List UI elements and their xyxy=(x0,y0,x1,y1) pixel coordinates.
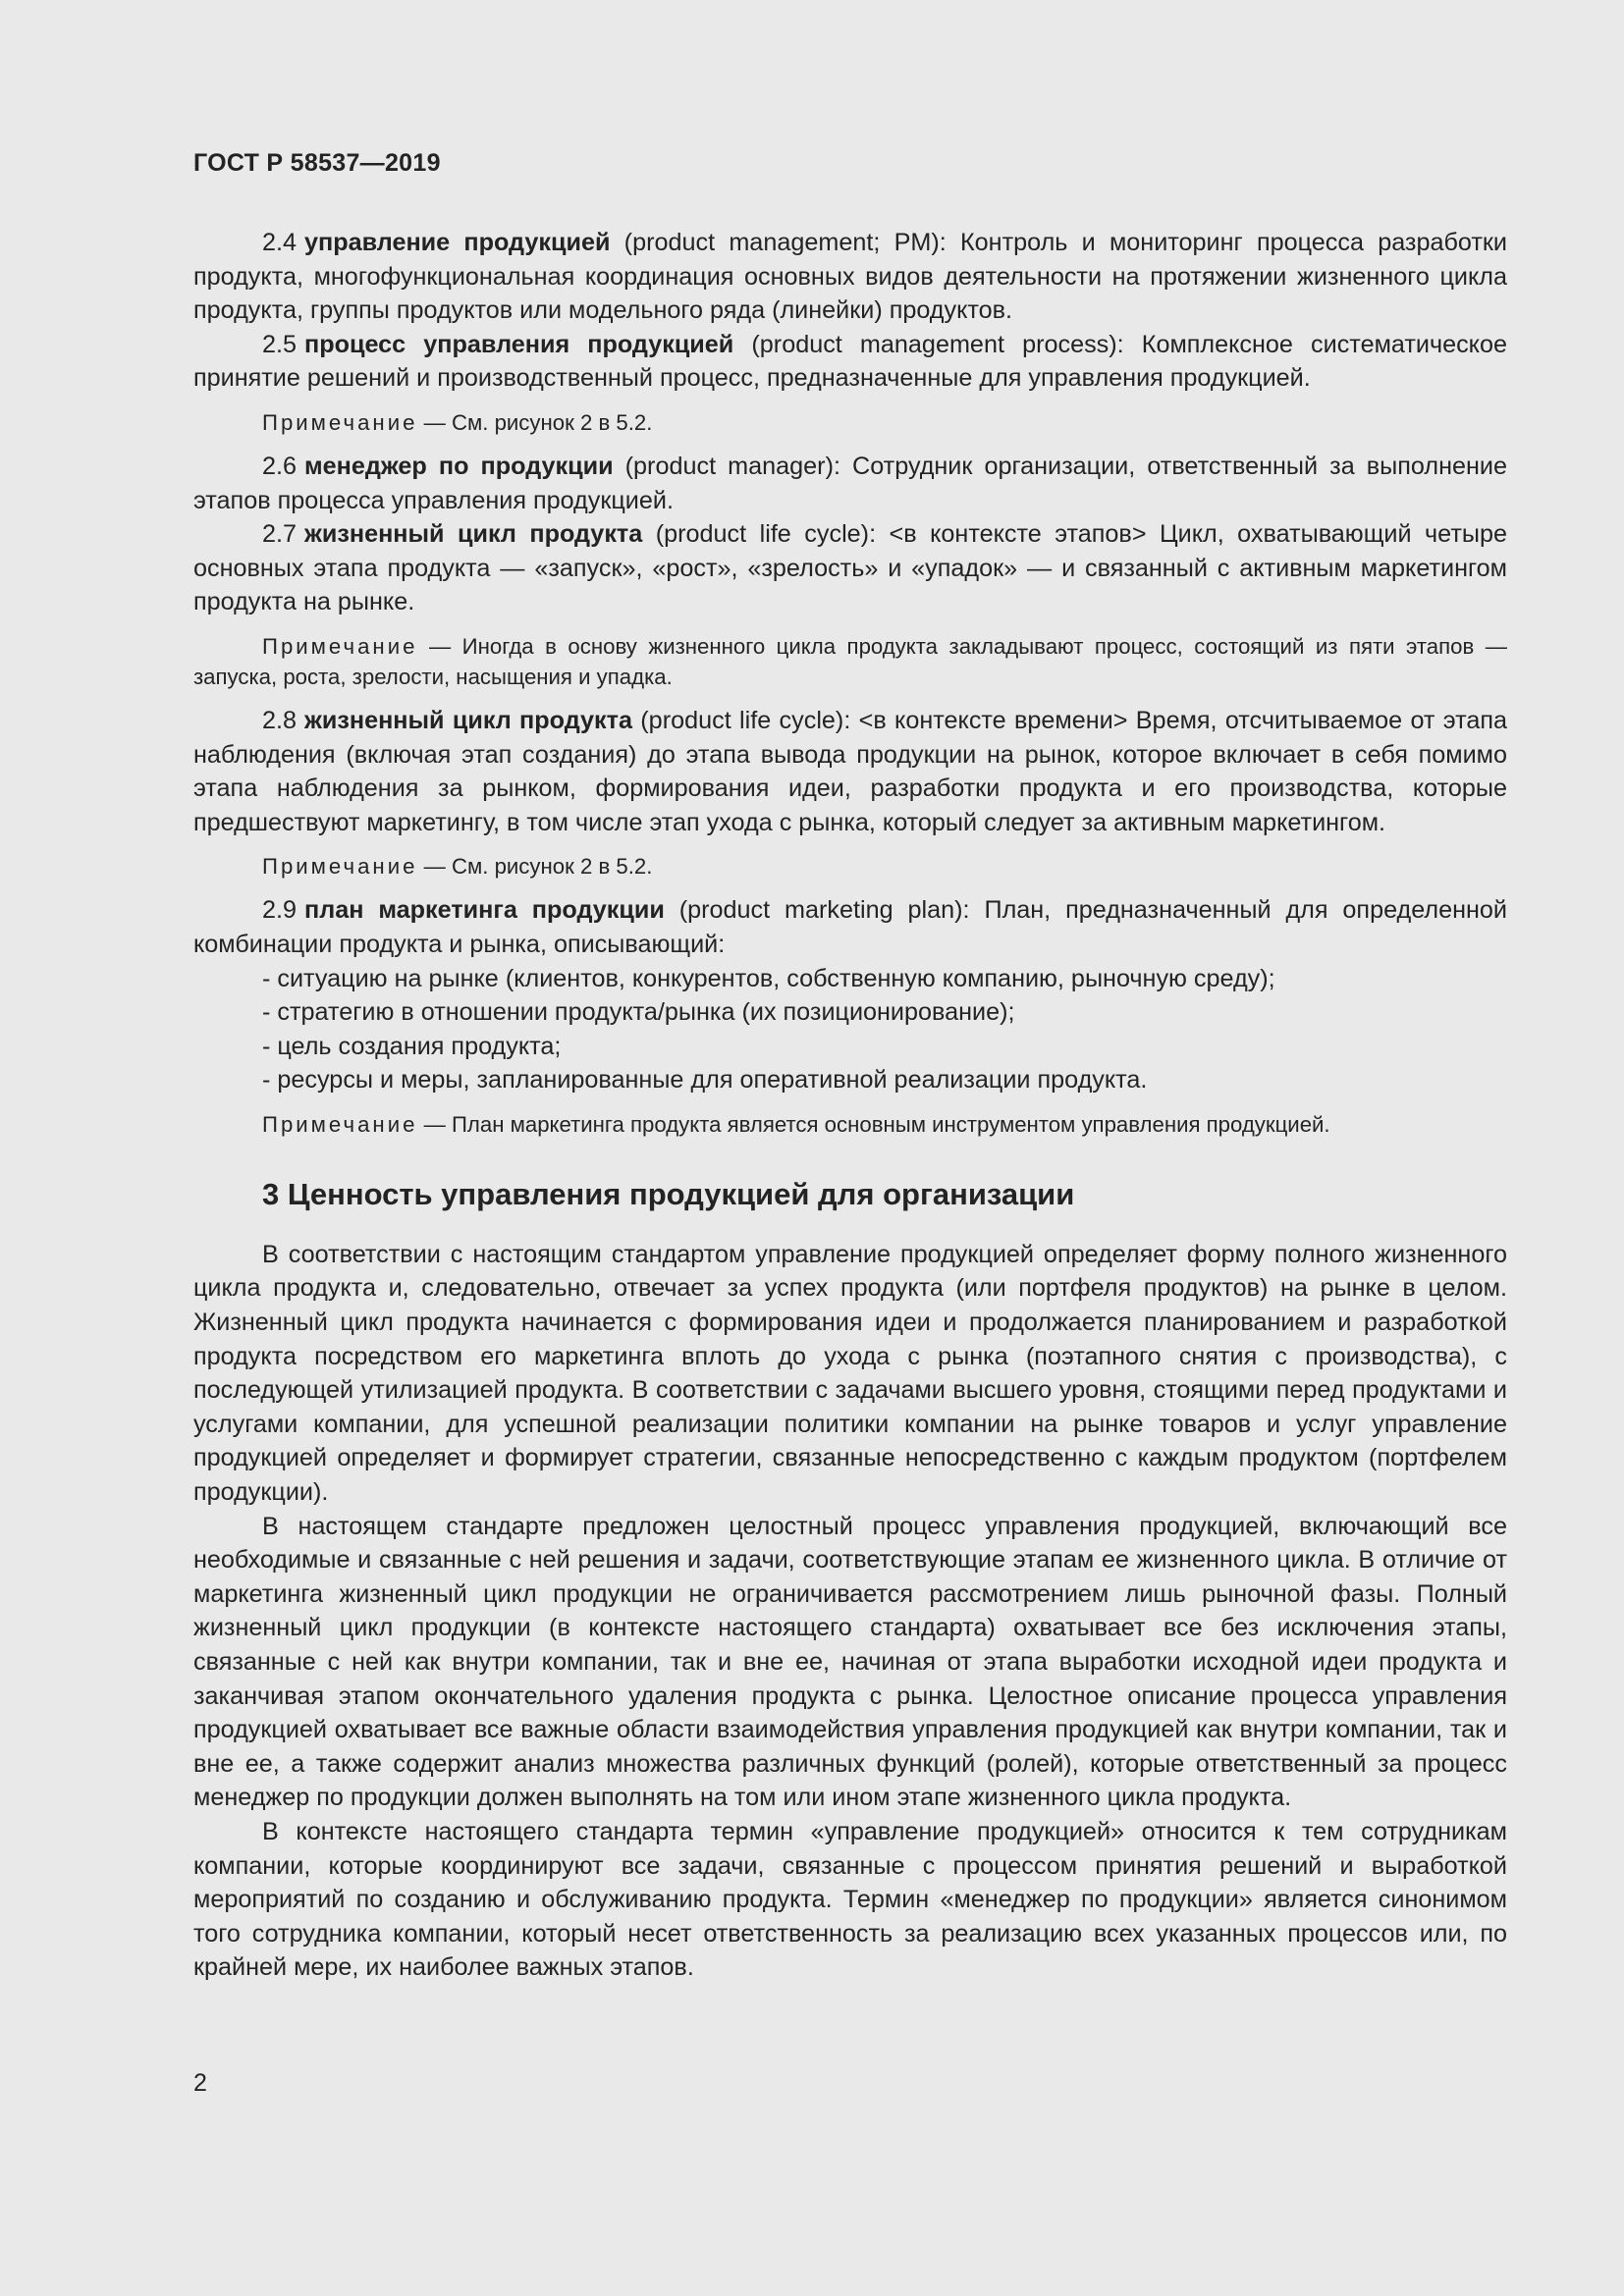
note-label: Примечание xyxy=(262,1111,418,1137)
term-definition: (product life cycle): <в контексте времени> Время, отсчитываемое от этапа наблюдения (включая этап создания) до этапа вывода продукции на рынок, которое включает в себя помимо этапа наблюдения за рынком, формирования идеи, разработки продукта и его производства, которые предшествуют маркетингу, в том числе этап ухода с рынка, который следует за активным маркетингом. xyxy=(193,706,1507,836)
term-name: жизненный цикл продукта xyxy=(304,706,632,734)
term-number: 2.6 xyxy=(262,452,298,480)
paragraph: В соответствии с настоящим стандартом управление продукцией определяет форму полного жизненного цикла продукта и, следовательно, отвечает за успех продукта (или портфеля продуктов) на рынке в целом. Жизненный цикл продукта начинается с формирования идеи и продолжается планированием и разработкой продукта посредством его маркетинга вплоть до ухода с рынка (поэтапного снятия с производства), с последующей утилизацией продукта. В соответствии с задачами высшего уровня, стоящими перед продуктами и услугами компании, для успешной реализации политики компании на рынке товаров и услуг управление продукцией определяет и формирует стратегии, связанные непосредственно с каждым продуктом (портфелем продукции). xyxy=(193,1240,1507,1507)
note-text: — План маркетинга продукта является основным инструментом управления продукцией. xyxy=(423,1111,1330,1137)
term-name: процесс управления продукцией xyxy=(304,330,734,358)
note-text: — См. рисунок 2 в 5.2. xyxy=(423,854,653,880)
term-name: менеджер по продукции xyxy=(304,452,614,480)
term-definition: (product manager): Сотрудник организации, ответственный за выполнение этапов процесса управления продукцией. xyxy=(193,452,1507,514)
term-number: 2.5 xyxy=(262,330,298,358)
term-definition: (product life cycle): <в контексте этапов> Цикл, охватывающий четыре основных этапа продукта — «запуск», «рост», «зрелость» и «упадок» — и связанный с активным маркетингом продукта на рынке. xyxy=(193,520,1507,616)
term-definition: (product management; PM): Контроль и мониторинг процесса разработки продукта, многофункциональная координация основных видов деятельности на протяжении жизненного цикла продукта, группы продуктов или модельного ряда (линейки) продуктов. xyxy=(193,229,1507,325)
term-name: управление продукцией xyxy=(304,229,611,256)
paragraph: В настоящем стандарте предложен целостный процесс управления продукцией, включающий все необходимые и связанные с ней решения и задачи, соответствующие этапам ее жизненного цикла. В отличие от маркетинга жизненный цикл продукции не ограничивается рассмотрением лишь рыночной фазы. Полный жизненный цикл продукции (в контексте настоящего стандарта) охватывает все без исключения этапы, связанные с ней как внутри компании, так и вне ее, начиная от этапа выработки исходной идеи продукта и заканчивая этапом окончательного удаления продукта с рынка. Целостное описание процесса управления продукцией охватывает все важные области взаимодействия управления продукцией как внутри компании, так и вне ее, а также содержит анализ множества различных функций (ролей), которые ответственный за процесс менеджер по продукции должен выполнять на том или ином этапе жизненного цикла продукта. xyxy=(193,1512,1507,1812)
term-2-8 xyxy=(193,704,1507,839)
term-number: 2.4 xyxy=(262,229,298,256)
note-label: Примечание xyxy=(262,633,418,659)
term-definition: (product marketing plan): План, предназначенный для определенной комбинации продукта и рынка, описывающий: xyxy=(193,896,1508,958)
term-2-9 xyxy=(193,893,1507,961)
note xyxy=(193,631,1507,692)
note xyxy=(193,851,1507,881)
list-item: - стратегию в отношении продукта/рынка (их позиционирование); xyxy=(262,998,1015,1027)
note-label: Примечание xyxy=(262,409,418,435)
term-name: план маркетинга продукции xyxy=(304,896,665,925)
list-item: - цель создания продукта; xyxy=(262,1032,562,1060)
term-2-6 xyxy=(193,450,1507,517)
term-2-7 xyxy=(193,517,1507,619)
list-item: - ситуацию на рынке (клиентов, конкурентов, собственную компанию, рыночную среду); xyxy=(262,964,1275,992)
note-text: — См. рисунок 2 в 5.2. xyxy=(423,409,653,435)
term-number: 2.7 xyxy=(262,520,298,549)
term-2-5 xyxy=(193,328,1507,396)
term-name: жизненный цикл продукта xyxy=(304,520,643,549)
note xyxy=(193,407,1507,438)
note-text: — Иногда в основу жизненного цикла продукта закладывают процесс, состоящий из пяти этапов — запуска, роста, зрелости, насыщения и упадка. xyxy=(193,633,1507,689)
page-content xyxy=(193,226,1507,1985)
page-number: 2 xyxy=(193,2069,207,2097)
list-item: - ресурсы и меры, запланированные для оперативной реализации продукта. xyxy=(262,1066,1148,1095)
term-number: 2.9 xyxy=(262,896,298,925)
term-definition: (product management process): Комплексное систематическое принятие решений и производственный процесс, предназначенные для управления продукцией. xyxy=(193,330,1507,393)
note-label: Примечание xyxy=(262,854,418,880)
paragraph: В контексте настоящего стандарта термин «управление продукцией» относится к тем сотрудникам компании, которые координируют все задачи, связанные с процессом принятия решений и выработкой мероприятий по созданию и обслуживанию продукта. Термин «менеджер по продукции» является синонимом того сотрудника компании, который несет ответственность за реализацию всех указанных процессов или, по крайней мере, их наиболее важных этапов. xyxy=(193,1817,1507,1982)
term-2-4 xyxy=(193,226,1507,328)
section-title: 3 Ценность управления продукцией для организации xyxy=(262,1176,1075,1211)
note xyxy=(193,1109,1507,1140)
document-header: ГОСТ Р 58537—2019 xyxy=(193,149,441,177)
term-number: 2.8 xyxy=(262,706,298,734)
